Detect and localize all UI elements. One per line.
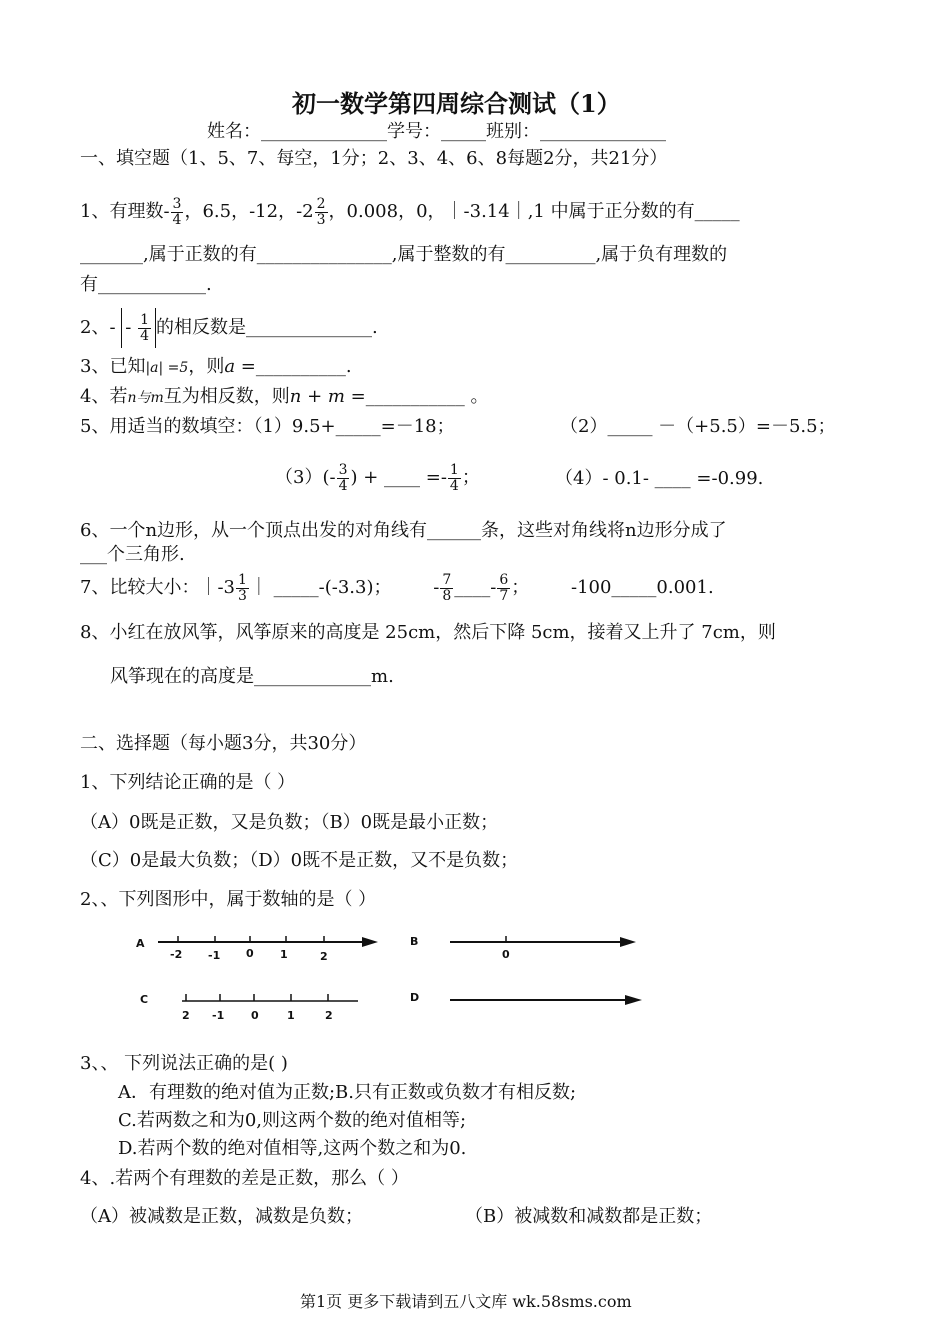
question-1-6-line2: ___个三角形. [80, 544, 185, 565]
fraction: $\frac{1}{4}$ [449, 461, 459, 494]
question-1-6-line1: 6、一个n边形，从一个顶点出发的对角线有______条，这些对角线将n边形分成了 [80, 520, 727, 541]
tick-label: 1 [280, 948, 288, 961]
tick-label: 2 [325, 1009, 333, 1022]
question-2-3-option-a: A．有理数的绝对值为正数;B.只有正数或负数才有相反数; [118, 1082, 577, 1103]
number-line-figures [120, 925, 660, 1035]
question-2-4-option-a: （A）被减数是正数，减数是负数； [80, 1206, 363, 1227]
absolute-value: - $\frac{1}{4}$ [121, 308, 156, 348]
fraction: $\frac{3}{4}$ [172, 195, 182, 228]
section2-heading: 二、选择题（每小题3分，共30分） [80, 733, 367, 754]
figure-label-a: A [136, 937, 145, 950]
number-line-c [182, 994, 358, 1022]
figure-label-d: D [410, 991, 420, 1004]
question-1-5-part2: （2）_____ －（+5.5）=－5.5； [560, 416, 836, 437]
figure-label-c: C [140, 993, 149, 1006]
question-1-5-part4: （4）- 0.1- ____ =-0.99. [555, 468, 764, 489]
tick-label: 2 [320, 950, 328, 963]
fraction: $\frac{1}{3}$ [238, 571, 247, 604]
question-1-4: 4、若n与m互为相反数，则n + m =___________ 。 [80, 386, 489, 407]
question-1-5-part3: （3）(- $\frac{3}{4}$ ) + ____ =- $\frac{1}{4}$ ； [275, 461, 480, 494]
fraction: $\frac{1}{4}$ [140, 311, 150, 344]
question-1-2: 2、- - $\frac{1}{4}$ 的相反数是______________. [80, 308, 378, 348]
tick-label: -1 [208, 949, 221, 962]
question-1-3: 3、已知|a| =5，则a =__________. [80, 356, 352, 377]
question-1-1-line3: 有____________. [80, 274, 212, 295]
figure-label-b: B [410, 935, 419, 948]
tick-label: -1 [212, 1009, 225, 1022]
number-line-b [450, 936, 636, 961]
question-1-1: 1、有理数- $\frac{3}{4}$ ，6.5，-12，-2 $\frac{2}{3}$ ，0.008，0，｜-3.14｜,1 中属于正分数的有_____ [80, 195, 740, 228]
number-line-a [158, 936, 378, 963]
fraction: $\frac{2}{3}$ [316, 195, 326, 228]
fraction: $\frac{6}{7}$ [499, 571, 509, 604]
tick-label: 0 [502, 948, 510, 961]
question-1-8-line1: 8、小红在放风筝，风筝原来的高度是 25cm，然后下降 5cm，接着又上升了 7cm，则 [80, 622, 776, 643]
question-2-4-stem: 4、.若两个有理数的差是正数，那么（ ） [80, 1168, 409, 1189]
page-title: 初一数学第四周综合测试（1） [292, 89, 621, 118]
section1-heading: 一、填空题（1、5、7、每空，1分；2、3、4、6、8每题2分，共21分） [80, 148, 668, 169]
fraction: $\frac{3}{4}$ [338, 461, 348, 494]
tick-label: 2 [182, 1009, 190, 1022]
tick-label: 0 [251, 1009, 259, 1022]
question-2-3-option-c: C.若两数之和为0,则这两个数的绝对值相等; [118, 1110, 467, 1131]
question-2-1-options-ab: （A）0既是正数，又是负数；（B）0既是最小正数； [80, 812, 499, 833]
page-footer: 第1页 更多下载请到五八文库 wk.58sms.com [300, 1292, 632, 1311]
question-1-7: 7、比较大小：｜-3 $\frac{1}{3}$ ｜ _____-(-3.3)； - $\frac{7}{8}$ ____- $\frac{6}{7}$ ； -100_____0.001. [80, 571, 714, 604]
tick-label: 0 [246, 947, 254, 960]
question-2-1-options-cd: （C）0是最大负数；（D）0既不是正数，又不是负数； [80, 850, 519, 871]
fraction: $\frac{7}{8}$ [442, 571, 452, 604]
number-line-d [450, 995, 642, 1005]
question-1-1-line2: _______,属于正数的有_______________,属于整数的有__________,属于负有理数的 [80, 244, 728, 265]
question-2-3-option-d: D.若两个数的绝对值相等,这两个数之和为0. [118, 1138, 467, 1159]
tick-label: 1 [287, 1009, 295, 1022]
question-1-5-part1: 5、用适当的数填空：（1）9.5+_____=－18； [80, 416, 455, 437]
question-2-3-stem: 3、、 下列说法正确的是( ) [80, 1053, 288, 1074]
tick-label: -2 [170, 948, 183, 961]
student-info-line: 姓名：______________学号：_____班别：______________ [207, 121, 666, 142]
question-1-8-line2: 风筝现在的高度是_____________m. [110, 666, 394, 687]
question-2-4-option-b: （B）被减数和减数都是正数； [465, 1206, 713, 1227]
question-2-2-stem: 2、、下列图形中，属于数轴的是（ ） [80, 889, 377, 910]
question-2-1-stem: 1、下列结论正确的是（ ） [80, 772, 296, 793]
